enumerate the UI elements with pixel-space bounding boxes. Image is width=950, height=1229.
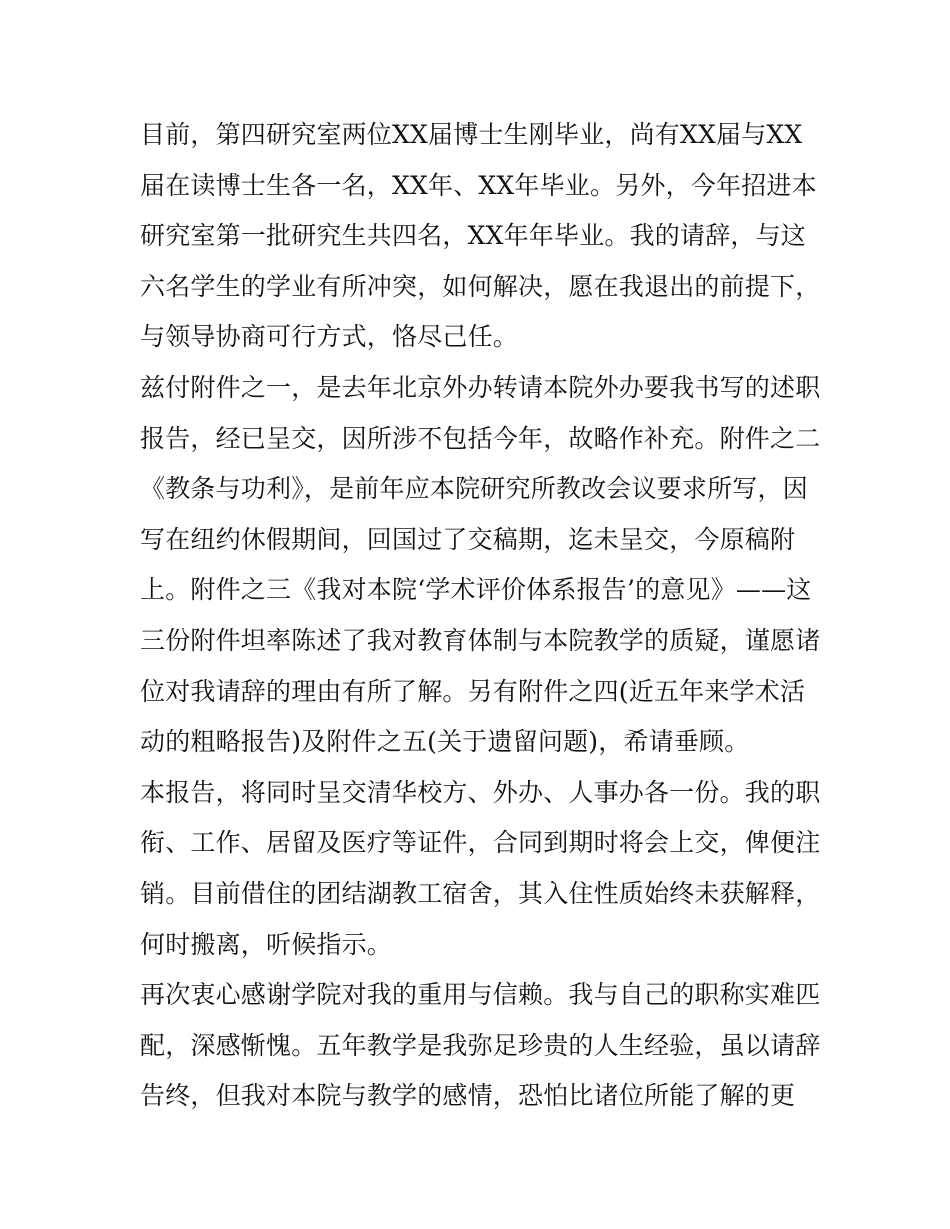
- text-line: 动的粗略报告)及附件之五(关于遗留问题)，希请垂顾。: [140, 727, 750, 757]
- text-line: 何时搬离，听候指示。: [140, 929, 393, 959]
- text-line: 目前，第四研究室两位XX届博士生刚毕业，尚有XX届与XX: [140, 120, 803, 149]
- text-line: 与领导协商可行方式，恪尽己任。: [140, 322, 519, 352]
- paragraph-1: [140, 110, 820, 363]
- paragraph-4: [140, 970, 820, 1122]
- text-line: 位对我请辞的理由有所了解。另有附件之四(近五年来学术活: [140, 676, 806, 706]
- paragraph-2: [140, 363, 820, 768]
- text-line: 报告，经已呈交，因所涉不包括今年，故略作补充。附件之二: [140, 423, 821, 453]
- text-line: 兹付附件之一，是去年北京外办转请本院外办要我书写的述职: [140, 372, 821, 402]
- document-page: [140, 110, 820, 1122]
- text-line: 再次衷心感谢学院对我的重用与信赖。我与自己的职称实难匹: [140, 980, 821, 1010]
- paragraph-3: [140, 768, 820, 970]
- text-line: 六名学生的学业有所冲突，如何解决，愿在我退出的前提下，: [140, 271, 821, 301]
- text-line: 本报告，将同时呈交清华校方、外办、人事办各一份。我的职: [140, 777, 821, 807]
- text-line: 《教条与功利》，是前年应本院研究所教改会议要求所写，因: [140, 474, 808, 504]
- text-line: 销。目前借住的团结湖教工宿舍，其入住性质始终未获解释，: [140, 878, 821, 908]
- text-line: 届在读博士生各一名，XX年、XX年毕业。另外，今年招进本: [140, 170, 817, 200]
- text-line: 三份附件坦率陈述了我对教育体制与本院教学的质疑，谨愿诸: [140, 625, 821, 655]
- text-line: 写在纽约休假期间，回国过了交稿期，迄未呈交，今原稿附: [140, 524, 796, 554]
- text-line: 上。附件之三《我对本院‘学术评价体系报告’的意见》——这: [140, 575, 812, 605]
- text-line: 衔、工作、居留及医疗等证件，合同到期时将会上交，俾便注: [140, 828, 821, 858]
- text-line: 配，深感惭愧。五年教学是我弥足珍贵的人生经验，虽以请辞: [140, 1030, 821, 1060]
- text-line: 研究室第一批研究生共四名，XX年年毕业。我的请辞，与这: [140, 221, 806, 251]
- text-line: 告终，但我对本院与教学的感情，恐怕比诸位所能了解的更: [140, 1081, 796, 1111]
